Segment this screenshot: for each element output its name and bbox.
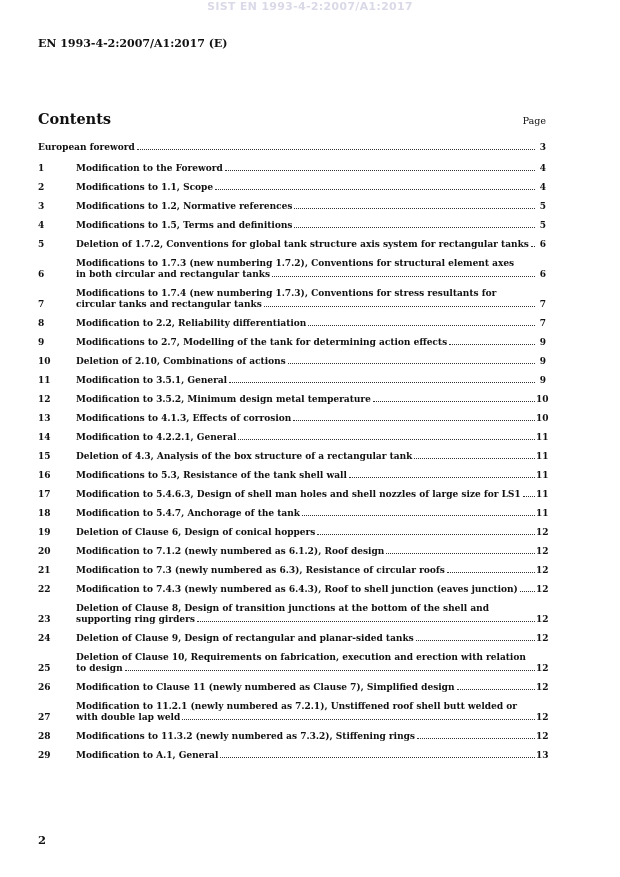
dot-leader <box>520 591 535 592</box>
toc-entry-body <box>76 683 549 694</box>
toc-entry-number: 11 <box>38 376 51 386</box>
toc-entry-page: 13 <box>536 751 549 761</box>
toc-entry-title: Modification to 3.5.1, General <box>76 376 228 386</box>
toc-entry-number: 19 <box>38 528 51 538</box>
dot-leader <box>182 719 535 720</box>
toc-entry-number: 15 <box>38 452 51 462</box>
toc-entry-line <box>76 376 546 387</box>
toc-entry-line <box>76 270 546 281</box>
toc-entry-line <box>76 221 546 232</box>
toc-entry-number: 14 <box>38 433 51 443</box>
dot-leader <box>294 227 535 228</box>
toc-entry-line <box>76 566 549 577</box>
toc-entry-number: 12 <box>38 395 51 405</box>
dot-leader <box>220 757 535 758</box>
toc-entry-title: Deletion of Clause 6, Design of conical hoppers <box>76 528 316 538</box>
toc-entry-body <box>76 732 549 743</box>
dot-leader <box>308 325 535 326</box>
toc-entry-body <box>76 528 549 539</box>
toc-entry-title: Deletion of 4.3, Analysis of the box structure of a rectangular tank <box>76 452 413 462</box>
toc-entry-title: Modifications to 11.3.2 (newly numbered as 7.3.2), Stiffening rings <box>76 732 415 742</box>
toc-entry-line <box>76 490 549 501</box>
table-of-contents <box>38 143 549 770</box>
dot-leader <box>317 534 535 535</box>
dot-leader <box>293 420 535 421</box>
toc-entry-title: Deletion of Clause 10, Requirements on fabrication, execution and erection with relation <box>76 653 526 663</box>
toc-entry[interactable] <box>38 528 549 539</box>
toc-entry-number: 28 <box>38 732 51 742</box>
toc-entry-body <box>76 751 549 762</box>
dot-leader <box>457 689 535 690</box>
toc-entry[interactable] <box>38 395 549 406</box>
toc-entry-page: 4 <box>539 164 546 174</box>
toc-entry-body <box>76 259 546 281</box>
toc-entry-body <box>76 566 549 577</box>
toc-entry-number: 3 <box>38 202 45 212</box>
toc-entry[interactable] <box>38 702 549 724</box>
toc-entry[interactable] <box>38 183 546 194</box>
toc-entry[interactable] <box>38 509 549 520</box>
toc-entry-number: 25 <box>38 664 51 674</box>
toc-entry-page: 7 <box>539 300 546 310</box>
toc-entry-page: 12 <box>536 547 549 557</box>
toc-entry-title: with double lap weld <box>76 713 181 723</box>
toc-entry-body <box>76 164 546 175</box>
toc-entry-body <box>76 202 546 213</box>
toc-entry-title: in both circular and rectangular tanks <box>76 270 271 280</box>
document-header: EN 1993-4-2:2007/A1:2017 (E) <box>38 37 228 50</box>
dot-leader <box>414 458 535 459</box>
toc-entry[interactable] <box>38 732 549 743</box>
toc-entry-body <box>76 221 546 232</box>
toc-entry-number: 24 <box>38 634 51 644</box>
toc-entry-body <box>76 471 549 482</box>
page-column-label: Page <box>522 116 546 127</box>
toc-entry-body <box>76 490 549 501</box>
toc-entry-title: Modification to 3.5.2, Minimum design metal temperature <box>76 395 371 405</box>
toc-entry-number: 8 <box>38 319 45 329</box>
toc-entry[interactable] <box>38 634 549 645</box>
toc-entry-line <box>76 664 549 675</box>
toc-entry[interactable] <box>38 319 546 330</box>
toc-entry-number: 23 <box>38 615 51 625</box>
toc-entry-line <box>76 509 549 520</box>
toc-entry[interactable] <box>38 164 546 175</box>
toc-entry-number: 26 <box>38 683 51 693</box>
toc-entry-page: 12 <box>536 566 549 576</box>
toc-entry-page: 7 <box>539 319 546 329</box>
toc-entry[interactable] <box>38 202 546 213</box>
contents-title: Contents <box>38 111 112 128</box>
toc-entry-body <box>76 240 546 251</box>
toc-entry[interactable] <box>38 240 546 251</box>
dot-leader <box>531 246 535 247</box>
toc-entry-line <box>76 183 546 194</box>
toc-entry-title: Modifications to 2.7, Modelling of the tank for determining action effects <box>76 338 448 348</box>
toc-entry[interactable] <box>38 490 549 501</box>
toc-entry-page: 11 <box>536 490 549 500</box>
toc-entry-title: Modifications to 1.7.3 (new numbering 1.7.2), Conventions for structural element axes <box>76 259 515 269</box>
toc-entry-title: Modifications to 1.7.4 (new numbering 1.7.3), Conventions for stress resultants for <box>76 289 497 299</box>
toc-entry-line <box>76 585 549 596</box>
dot-leader <box>197 621 535 622</box>
toc-entry-page: 11 <box>536 509 549 519</box>
toc-entry-page: 12 <box>536 528 549 538</box>
toc-entry-line <box>76 653 546 664</box>
toc-entry-title: Deletion of Clause 9, Design of rectangular and planar-sided tanks <box>76 634 414 644</box>
toc-entry-body <box>76 395 549 406</box>
toc-entry-number: 27 <box>38 713 51 723</box>
toc-entry-line <box>76 732 549 743</box>
toc-entry-line <box>76 240 546 251</box>
toc-entry-body <box>76 414 549 425</box>
toc-entry-page: 11 <box>536 433 549 443</box>
toc-entry-body <box>76 338 546 349</box>
dot-leader <box>386 553 535 554</box>
toc-entry-body <box>76 289 546 311</box>
toc-entry-page: 10 <box>536 395 549 405</box>
toc-entry-page: 5 <box>539 202 546 212</box>
toc-entry-title: Modification to 5.4.6.3, Design of shell man holes and shell nozzles of large size for LS1 <box>76 490 521 500</box>
toc-entry-line <box>76 319 546 330</box>
toc-entry-title: Modification to 5.4.7, Anchorage of the tank <box>76 509 301 519</box>
toc-entry-body <box>76 702 549 724</box>
toc-entry-page: 12 <box>536 732 549 742</box>
toc-entry-line <box>76 414 549 425</box>
toc-entry-title: Deletion of 1.7.2, Conventions for global tank structure axis system for rectangular tanks <box>76 240 529 250</box>
dot-leader <box>417 738 535 739</box>
toc-entry-number: 29 <box>38 751 51 761</box>
dot-leader <box>416 640 535 641</box>
dot-leader <box>125 670 535 671</box>
toc-entry-title: Modification to the Foreword <box>76 164 223 174</box>
toc-entry-line <box>76 164 546 175</box>
toc-entry-line <box>76 300 546 311</box>
toc-entry-page: 6 <box>539 240 546 250</box>
toc-entry-number: 7 <box>38 300 45 310</box>
toc-entry[interactable] <box>38 604 549 626</box>
toc-entry-line <box>76 357 546 368</box>
toc-entry-line <box>76 713 549 724</box>
dot-leader <box>264 306 535 307</box>
toc-entry[interactable] <box>38 653 549 675</box>
toc-entry-page: 12 <box>536 713 549 723</box>
toc-entry-line <box>76 452 549 463</box>
toc-entry-title: Modifications to 1.1, Scope <box>76 183 214 193</box>
toc-entry-title: Modification to 7.1.2 (newly numbered as 6.1.2), Roof design <box>76 547 385 557</box>
toc-entry-page: 12 <box>536 634 549 644</box>
toc-entry-number: 10 <box>38 357 51 367</box>
toc-entry[interactable] <box>38 585 549 596</box>
toc-entry[interactable] <box>38 221 546 232</box>
toc-entry-title: to design <box>76 664 123 674</box>
toc-entry-number: 16 <box>38 471 51 481</box>
toc-entry[interactable] <box>38 357 546 368</box>
toc-entry-number: 1 <box>38 164 45 174</box>
toc-entry-line <box>76 547 549 558</box>
toc-entry-line <box>76 702 546 713</box>
toc-entry-title: Modification to Clause 11 (newly numbered as Clause 7), Simplified design <box>76 683 455 693</box>
page-number: 2 <box>38 833 47 847</box>
toc-entry-title: Modification to 11.2.1 (newly numbered as 7.2.1), Unstiffened roof shell butt welded or <box>76 702 517 712</box>
toc-entry-body <box>76 585 549 596</box>
toc-entry-body <box>76 547 549 558</box>
toc-entry[interactable] <box>38 566 549 577</box>
toc-entry[interactable] <box>38 433 549 444</box>
toc-entry[interactable] <box>38 452 549 463</box>
toc-entry-number: 2 <box>38 183 45 193</box>
toc-entry-page: 9 <box>539 338 546 348</box>
toc-entry-page: 4 <box>539 183 546 193</box>
toc-entry[interactable] <box>38 414 549 425</box>
toc-entry-title: Modifications to 1.5, Terms and definitions <box>76 221 293 231</box>
toc-entry-number: 22 <box>38 585 51 595</box>
toc-entry-page: 11 <box>536 452 549 462</box>
toc-entry-body <box>76 509 549 520</box>
toc-entry-number: 20 <box>38 547 51 557</box>
toc-entry-title: Deletion of 2.10, Combinations of actions <box>76 357 286 367</box>
toc-entry-page: 12 <box>536 585 549 595</box>
dot-leader <box>238 439 535 440</box>
toc-entry-line <box>76 604 546 615</box>
toc-entry-body <box>76 319 546 330</box>
dot-leader <box>447 572 535 573</box>
toc-entry-page: 12 <box>536 615 549 625</box>
toc-entry-number: 13 <box>38 414 51 424</box>
toc-entry-body <box>76 376 546 387</box>
toc-entry-body <box>76 183 546 194</box>
toc-entry-line <box>76 615 549 626</box>
toc-entry-title: Deletion of Clause 8, Design of transition junctions at the bottom of the shell and <box>76 604 490 614</box>
dot-leader <box>449 344 535 345</box>
toc-entry-body <box>76 357 546 368</box>
toc-entry-title: Modifications to 4.1.3, Effects of corrosion <box>76 414 292 424</box>
dot-leader <box>302 515 535 516</box>
toc-entry-title: Modification to 2.2, Reliability differentiation <box>76 319 307 329</box>
toc-entry-title: Modification to A.1, General <box>76 751 219 761</box>
toc-entry[interactable] <box>38 683 549 694</box>
toc-entry-foreword[interactable] <box>38 143 546 154</box>
toc-entry-number: 6 <box>38 270 45 280</box>
toc-entry-number: 9 <box>38 338 45 348</box>
toc-entry[interactable] <box>38 259 546 281</box>
toc-entry-title: Modifications to 5.3, Resistance of the tank shell wall <box>76 471 347 481</box>
toc-entry-line <box>76 395 549 406</box>
toc-entry-number: 4 <box>38 221 45 231</box>
toc-entry-title: circular tanks and rectangular tanks <box>76 300 262 310</box>
watermark: SIST EN 1993-4-2:2007/A1:2017 <box>207 0 413 13</box>
toc-entry-line <box>76 751 549 762</box>
toc-entry-body <box>76 634 549 645</box>
toc-entry-line <box>76 471 549 482</box>
dot-leader <box>373 401 535 402</box>
toc-entry-page: 9 <box>539 376 546 386</box>
dot-leader <box>288 363 535 364</box>
toc-entry-page: 10 <box>536 414 549 424</box>
dot-leader <box>294 208 535 209</box>
toc-entry-line <box>76 634 549 645</box>
toc-entry-body <box>76 604 549 626</box>
dot-leader <box>137 149 535 150</box>
toc-entry-page: 11 <box>536 471 549 481</box>
toc-entry-number: 17 <box>38 490 51 500</box>
dot-leader <box>225 170 535 171</box>
toc-entry-page: 12 <box>536 683 549 693</box>
toc-entry-page: 3 <box>539 143 546 153</box>
toc-entry-page: 6 <box>539 270 546 280</box>
toc-entry[interactable] <box>38 471 549 482</box>
dot-leader <box>229 382 535 383</box>
toc-entry-page: 5 <box>539 221 546 231</box>
toc-entry-title: Modifications to 1.2, Normative references <box>76 202 293 212</box>
toc-entry[interactable] <box>38 289 546 311</box>
toc-entry-number: 21 <box>38 566 51 576</box>
toc-entry-number: 5 <box>38 240 45 250</box>
toc-entry-line <box>76 259 546 270</box>
toc-entry-page: 12 <box>536 664 549 674</box>
dot-leader <box>523 496 535 497</box>
toc-entry-page: 9 <box>539 357 546 367</box>
toc-entry-line <box>76 528 549 539</box>
toc-entry-title: Modification to 4.2.2.1, General <box>76 433 237 443</box>
toc-entry-line <box>76 433 549 444</box>
toc-entry-title: supporting ring girders <box>76 615 195 625</box>
dot-leader <box>349 477 535 478</box>
toc-entry[interactable] <box>38 376 546 387</box>
toc-entry[interactable] <box>38 751 549 762</box>
toc-entry-line <box>76 289 546 300</box>
toc-entry-line <box>76 338 546 349</box>
toc-entry[interactable] <box>38 547 549 558</box>
toc-entry-body <box>76 433 549 444</box>
toc-entry-title: Modification to 7.4.3 (newly numbered as 6.4.3), Roof to shell junction (eaves junction) <box>76 585 518 595</box>
toc-entry-number: 18 <box>38 509 51 519</box>
toc-entry-title: European foreword <box>38 143 135 153</box>
toc-entry-body <box>76 452 549 463</box>
dot-leader <box>215 189 535 190</box>
toc-entry-title: Modification to 7.3 (newly numbered as 6.3), Resistance of circular roofs <box>76 566 445 576</box>
toc-entry[interactable] <box>38 338 546 349</box>
toc-entry-line <box>76 202 546 213</box>
dot-leader <box>272 276 535 277</box>
toc-entry-body <box>76 653 549 675</box>
toc-entry-line <box>76 683 549 694</box>
